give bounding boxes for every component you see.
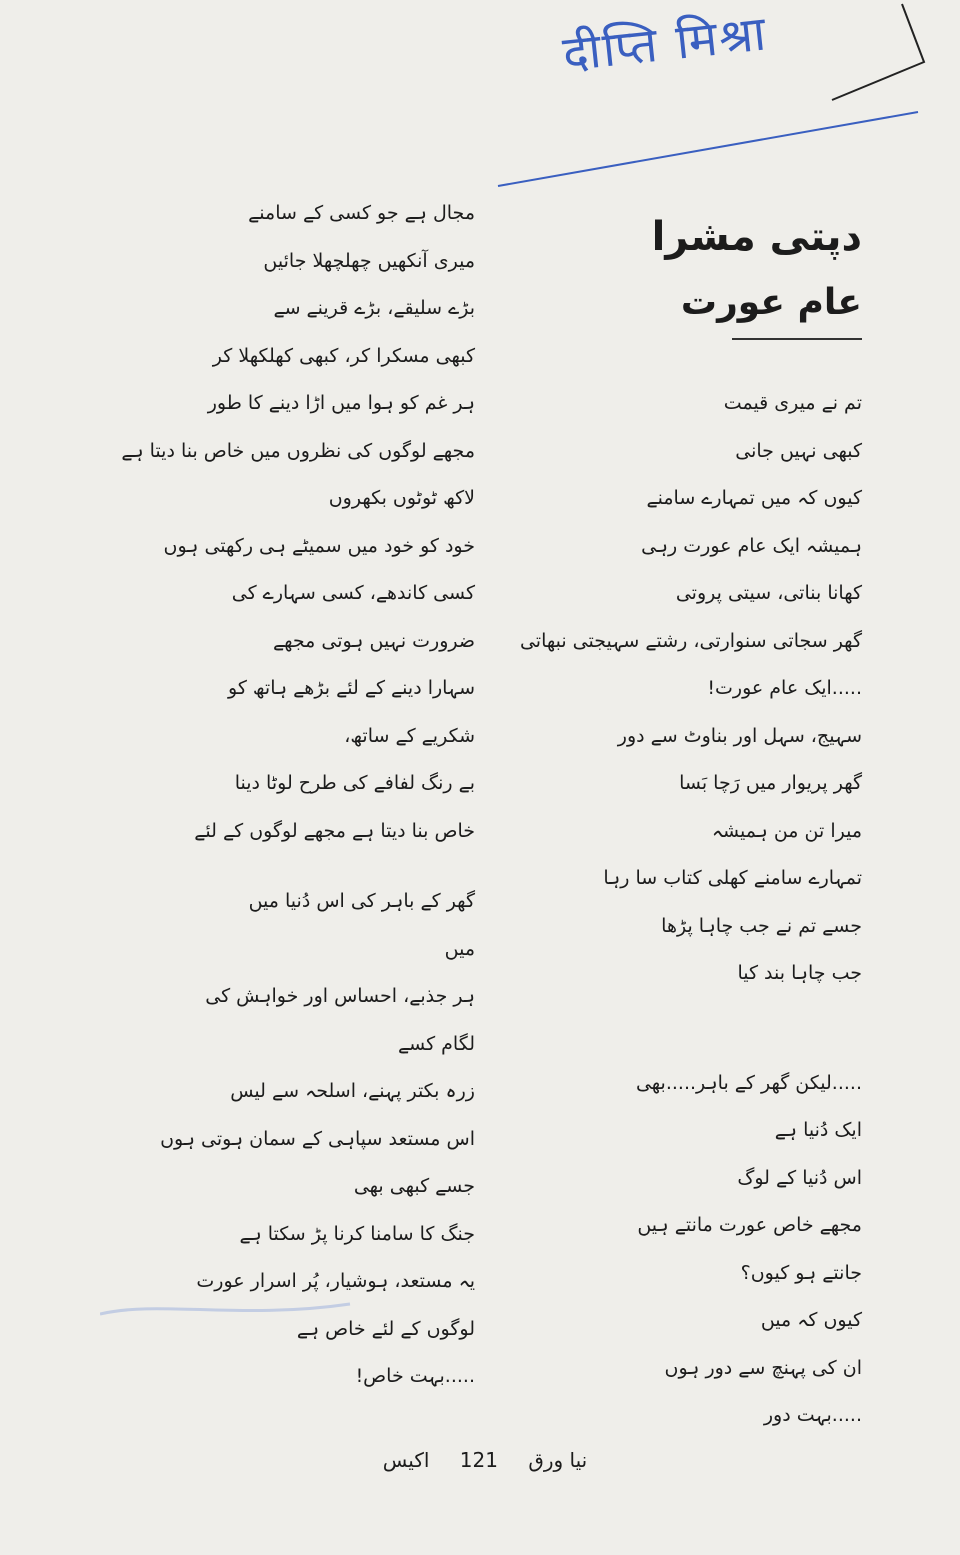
poem-line: تمہارے سامنے کھلی کتاب سا رہا <box>603 867 862 889</box>
handwritten-note: दीप्ति मिश्रा <box>560 5 771 83</box>
page-footer <box>360 1448 610 1472</box>
poem-line: مجھے خاص عورت مانتے ہیں <box>637 1214 862 1236</box>
poem-line: کیوں کہ میں تمہارے سامنے <box>646 487 862 509</box>
poem-line: .....ایک عام عورت! <box>707 677 862 699</box>
poem-line: .....بہت خاص! <box>355 1365 475 1387</box>
poem-line: جسے کبھی بھی <box>353 1175 475 1197</box>
poem-line: اس دُنیا کے لوگ <box>737 1166 862 1189</box>
poem-line: بے رنگ لفافے کی طرح لوٹا دینا <box>234 772 475 794</box>
poem-line: بڑے سلیقے، بڑے قرینے سے <box>273 297 475 319</box>
poem-line: .....بہت دور <box>763 1404 862 1426</box>
poem-line: سہیج، سہل اور بناوٹ سے دور <box>617 724 862 747</box>
poem-left-column-top <box>121 190 475 855</box>
poem-line: ضرورت نہیں ہوتی مجھے <box>273 629 475 652</box>
poem-line: گھر کے باہر کی اس دُنیا میں <box>248 890 475 912</box>
poem-line: خاص بنا دیتا ہے مجھے لوگوں کے لئے <box>194 819 475 842</box>
poem-line: ہمیشہ ایک عام عورت رہی <box>641 534 862 557</box>
poem-line: میں <box>444 937 475 960</box>
poem-line: جنگ کا سامنا کرنا پڑ سکتا ہے <box>239 1222 475 1245</box>
pen-underline-stroke <box>498 112 918 186</box>
poem-line: لوگوں کے لئے خاص ہے <box>296 1317 475 1340</box>
poem-line: تم نے میری قیمت <box>723 392 862 414</box>
pencil-corner-stroke <box>832 4 924 100</box>
poem-line: مجھے لوگوں کی نظروں میں خاص بنا دیتا ہے <box>121 439 475 462</box>
magazine-name: نیا ورق <box>528 1448 588 1472</box>
stanza-break <box>412 998 862 1060</box>
author-name: دپتی مشرا <box>651 214 862 260</box>
poem-line: ان کی پہنچ سے دور ہوں <box>664 1356 862 1379</box>
poem-line: کبھی نہیں جانی <box>735 439 862 462</box>
issue-number: اکیس <box>382 1448 430 1472</box>
poem-line: مجال ہے جو کسی کے سامنے <box>248 202 475 224</box>
poem-line: میرا تن من ہمیشہ <box>711 819 862 842</box>
poem-line: کسی کاندھے، کسی سہارے کی <box>231 582 475 604</box>
poem-line: گھر پریوار میں رَچا بَسا <box>679 772 862 794</box>
poem-line: جانتے ہو کیوں؟ <box>740 1261 862 1284</box>
poem-right-column <box>412 380 862 1440</box>
poem-line: کبھی مسکرا کر، کبھی کھلکھلا کر <box>212 344 475 367</box>
poem-line: .....لیکن گھر کے باہر.....بھی <box>635 1071 862 1094</box>
faint-pen-scratch <box>100 1290 360 1330</box>
poem-title: عام عورت <box>680 282 862 323</box>
poem-line: جسے تم نے جب چاہا پڑھا <box>661 914 862 937</box>
poem-line: کھانا بناتی، سیتی پروتی <box>675 582 862 604</box>
poem-line: جب چاہا بند کیا <box>737 962 862 984</box>
poem-line: گھر سجاتی سنوارتی، رشتے سہیجتی نبھاتی <box>519 629 862 652</box>
poem-line: ہر غم کو ہوا میں اڑا دینے کا طور <box>207 392 475 414</box>
poem-line: لاکھ ٹوٹوں بکھروں <box>328 487 475 509</box>
title-underline <box>732 338 862 340</box>
poem-line: ہر جذبے، احساس اور خواہش کی <box>205 985 475 1007</box>
poem-line: کیوں کہ میں <box>760 1309 862 1331</box>
poem-line: زرہ بکتر پہنے، اسلحہ سے لیس <box>230 1080 475 1102</box>
poem-line: میری آنکھیں چھلچھلا جائیں <box>263 249 475 272</box>
poem-line: یہ مستعد، ہوشیار، پُر اسرار عورت <box>196 1270 475 1292</box>
poem-line: سہارا دینے کے لئے بڑھے ہاتھ کو <box>228 677 475 699</box>
poem-line: اس مستعد سپاہی کے سمان ہوتی ہوں <box>160 1127 475 1150</box>
poem-line: لگام کسے <box>397 1032 475 1055</box>
poem-line: شکریے کے ساتھ، <box>344 724 475 747</box>
page-number: 121 <box>459 1448 498 1472</box>
poem-line: خود کو خود میں سمیٹے ہی رکھتی ہوں <box>163 534 475 557</box>
poem-line: ایک دُنیا ہے <box>774 1119 862 1141</box>
